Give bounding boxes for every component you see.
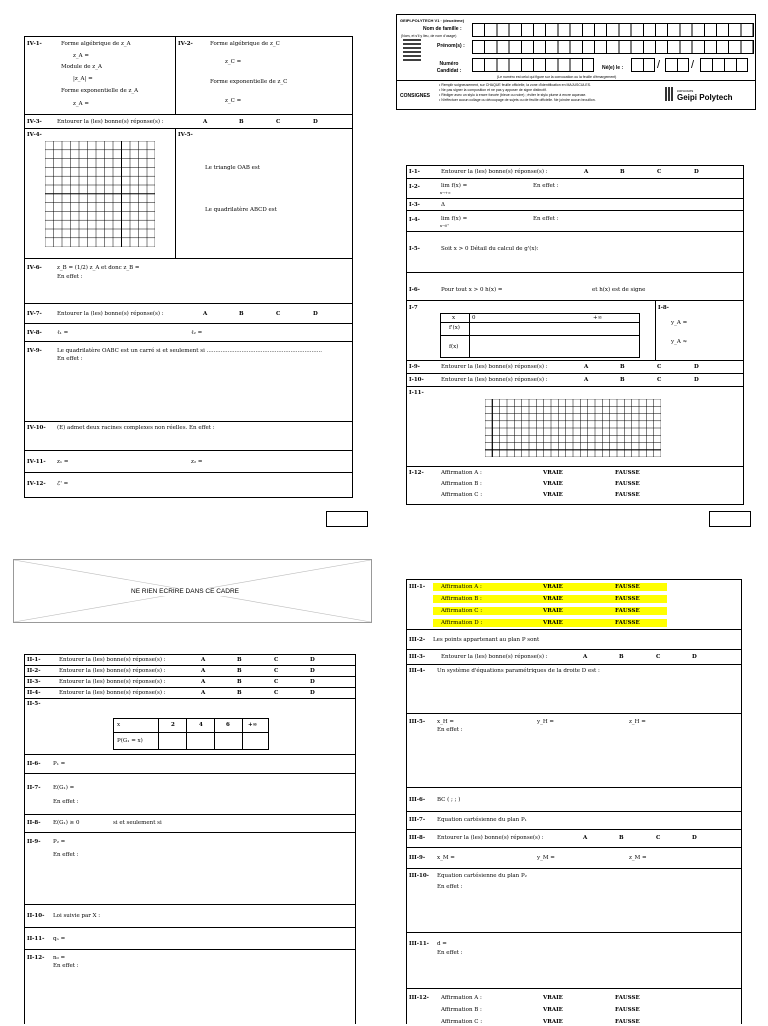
vraie-option[interactable]: VRAIE — [543, 1007, 563, 1013]
vraie-option[interactable]: VRAIE — [543, 608, 563, 614]
consigne-line: • Rédiger avec un stylo à encre foncée (bleue ou noire) ; éviter le stylo plume à encre aqueuse. — [439, 93, 587, 97]
q-iv1-answer-field[interactable]: z_A = — [73, 53, 89, 59]
prob-table-value: 6 — [226, 722, 230, 728]
q-iii10-effet: En effet : — [437, 884, 463, 890]
birthdate-day-boxes[interactable] — [631, 58, 655, 72]
q-iii5-effet: En effet : — [437, 727, 463, 733]
q-ii7-num: II-7- — [27, 785, 41, 791]
q-iv3-num: IV-3- — [27, 119, 42, 125]
birthdate-label: Né(e) le : — [602, 65, 624, 71]
choice-c[interactable]: C — [656, 835, 661, 841]
prob-table-value: 4 — [199, 722, 203, 728]
q-iv8-num: IV-8- — [27, 330, 42, 336]
choice-a[interactable]: A — [201, 690, 206, 696]
part-iii-panel — [406, 579, 742, 1024]
choice-d[interactable]: D — [310, 668, 315, 674]
q-iii7-field[interactable]: Equation cartésienne du plan P₁ — [437, 817, 527, 823]
part-i-panel — [406, 165, 744, 505]
q-ii10-field[interactable]: Loi suivie par X : — [53, 913, 101, 919]
q-ii8-text: E(G₁) ≥ 0 — [53, 820, 80, 826]
q-iv2-num: IV-2- — [178, 41, 193, 47]
q-iv10-num: IV-10- — [27, 425, 46, 431]
choice-c[interactable]: C — [657, 377, 662, 383]
geipi-logo-icon — [665, 87, 673, 101]
q-i10-text: Entourer la (les) bonne(s) réponse(s) : — [441, 377, 548, 383]
q-ii1-num: II-1- — [27, 657, 41, 663]
affirmation-label: Affirmation B : — [441, 481, 482, 487]
q-ii4-num: II-4- — [27, 690, 41, 696]
fausse-option[interactable]: FAUSSE — [615, 620, 640, 626]
affirmation-label: Affirmation C : — [441, 1019, 483, 1025]
q-iv2-answer-field[interactable]: z_C = — [225, 59, 242, 65]
affirmation-label: Affirmation D : — [441, 620, 483, 626]
prenom-boxes[interactable] — [472, 40, 754, 54]
choice-b[interactable]: B — [237, 690, 242, 696]
choice-c[interactable]: C — [657, 364, 662, 370]
prob-table-p: P(G₁ = x) — [117, 738, 143, 744]
vraie-option[interactable]: VRAIE — [543, 995, 563, 1001]
vraie-option[interactable]: VRAIE — [543, 470, 563, 476]
q-ii9-num: II-9- — [27, 839, 41, 845]
q-ii12-field[interactable]: n₀ = — [53, 955, 66, 961]
q-iv5-num: IV-5- — [178, 132, 193, 138]
q-ii10-num: II-10- — [27, 913, 45, 919]
choice-d[interactable]: D — [692, 835, 697, 841]
choice-b[interactable]: B — [237, 668, 242, 674]
q-iv2-answer-field[interactable]: z_C = — [225, 98, 242, 104]
q-iii7-num: III-7- — [409, 817, 426, 823]
brand-label: GEIPI-POLYTECH V1 · (deuxième) — [400, 18, 465, 23]
q-i9-text: Entourer la (les) bonne(s) réponse(s) : — [441, 364, 548, 370]
q-iv5-line2: Le quadrilatère ABCD est — [205, 207, 277, 213]
q-iv2-line: Forme exponentielle de z_C — [210, 79, 288, 85]
q-i4-effet: En effet : — [533, 216, 559, 222]
q-iv1-num: IV-1- — [27, 41, 42, 47]
q-i3-field[interactable]: Δ — [441, 202, 445, 208]
q-iv1-line: Forme exponentielle de z_A — [61, 88, 139, 94]
q-iii9-field-x[interactable]: x_M = — [437, 855, 455, 861]
q-i7-num: I-7 — [409, 305, 418, 311]
q-iv12-field[interactable]: ℰ' = — [57, 481, 69, 487]
consigne-line: • Remplir soigneusement, sur CHAQUE feuille officielle, la zone d'identification en MAJUSCULES. — [439, 83, 592, 87]
choice-d[interactable]: D — [694, 364, 699, 370]
q-i1-text: Entourer la (les) bonne(s) réponse(s) : — [441, 169, 548, 175]
q-iii5-num: III-5- — [409, 719, 426, 725]
q-ii6-num: II-6- — [27, 761, 41, 767]
q-iv12-num: IV-12- — [27, 481, 46, 487]
q-iii9-field-z[interactable]: z_M = — [629, 855, 647, 861]
nom-boxes[interactable] — [472, 23, 754, 37]
q-ii1-text: Entourer la (les) bonne(s) réponse(s) : — [59, 657, 166, 663]
vraie-option[interactable]: VRAIE — [543, 584, 563, 590]
logo-text: Geipi Polytech — [677, 93, 733, 102]
choice-d[interactable]: D — [310, 657, 315, 663]
variation-table[interactable] — [440, 313, 640, 358]
q-iv8-field-a[interactable]: ℓ₁ = — [57, 330, 69, 336]
consignes-label: CONSIGNES — [400, 93, 431, 99]
part-iv-panel — [24, 36, 353, 498]
choice-d[interactable]: D — [310, 690, 315, 696]
affirmation-label: Affirmation A : — [441, 470, 482, 476]
q-i2-num: I-2- — [409, 184, 420, 190]
complex-plane-grid[interactable] — [45, 141, 155, 247]
choice-a[interactable]: A — [583, 654, 588, 660]
fausse-option[interactable]: FAUSSE — [615, 596, 640, 602]
choice-b[interactable]: B — [239, 119, 244, 125]
q-ii6-field[interactable]: P₁ = — [53, 761, 66, 767]
choice-c[interactable]: C — [276, 119, 281, 125]
affirmation-label: Affirmation C : — [441, 608, 483, 614]
q-iv3-text: Entourer la (les) bonne(s) réponse(s) : — [57, 119, 164, 125]
choice-d[interactable]: D — [313, 311, 318, 317]
choice-c[interactable]: C — [657, 169, 662, 175]
identification-header — [396, 14, 756, 110]
q-iii3-text: Entourer la (les) bonne(s) réponse(s) : — [441, 654, 548, 660]
q-i5-field[interactable]: Soit x > 0 Détail du calcul de g'(x): — [441, 246, 539, 252]
q-i8-num: I-8- — [658, 305, 669, 311]
q-iii2-field[interactable]: Les points appartenant au plan P sont — [433, 637, 540, 643]
nom-sublabel: (Nom, et s'il y lieu, de nom d'usage) — [401, 34, 457, 38]
numero-boxes[interactable] — [472, 58, 594, 72]
numero-label: Numéro Candidat : — [436, 61, 462, 74]
q-iv6-num: IV-6- — [27, 265, 42, 271]
q-ii8-field[interactable]: si et seulement si — [113, 820, 162, 826]
q-iv6-line2: En effet : — [57, 274, 83, 280]
q-iv1-answer-field[interactable]: |z_A| = — [73, 76, 93, 82]
q-i8-field-b[interactable]: y_A ≈ — [671, 339, 688, 345]
q-iv9-num: IV-9- — [27, 348, 42, 354]
q-iii11-effet: En effet : — [437, 950, 463, 956]
choice-b[interactable]: B — [239, 311, 244, 317]
choice-b[interactable]: B — [620, 377, 625, 383]
var-table-inf: +∞ — [593, 315, 603, 321]
q-i3-num: I-3- — [409, 202, 420, 208]
q-ii11-num: II-11- — [27, 936, 45, 942]
q-iii11-num: III-11- — [409, 941, 429, 947]
fausse-option[interactable]: FAUSSE — [615, 608, 640, 614]
choice-a[interactable]: A — [203, 119, 208, 125]
choice-b[interactable]: B — [619, 654, 624, 660]
choice-a[interactable]: A — [201, 657, 206, 663]
choice-a[interactable]: A — [203, 311, 208, 317]
q-ii12-num: II-12- — [27, 955, 45, 961]
choice-b[interactable]: B — [620, 169, 625, 175]
vraie-option[interactable]: VRAIE — [543, 492, 563, 498]
prob-table-value: +∞ — [248, 722, 258, 728]
var-table-x: x — [452, 315, 456, 321]
birthdate-slash: / — [657, 59, 661, 71]
choice-b[interactable]: B — [620, 364, 625, 370]
q-iii4-field[interactable]: Un système d'équations paramétriques de la droite D est : — [437, 668, 600, 674]
numero-note: (Le numéro est celui qui figure sur la convocation ou la feuille d'émargement) — [497, 75, 617, 79]
q-i4-field[interactable]: lim f(x) = — [441, 216, 468, 222]
page-number-box — [709, 511, 751, 527]
prenom-label: Prénom(s) : — [437, 43, 465, 49]
q-i2-effet: En effet : — [533, 183, 559, 189]
q-iv1-line: Forme algébrique de z_A — [61, 41, 131, 47]
q-iv11-field-a[interactable]: z₁ = — [57, 459, 69, 465]
q-iii1-num: III-1- — [409, 584, 426, 590]
choice-a[interactable]: A — [584, 169, 589, 175]
q-ii2-num: II-2- — [27, 668, 41, 674]
q-iii6-field[interactable]: BC ( ; ; ) — [437, 797, 461, 803]
affirmation-label: Affirmation C : — [441, 492, 483, 498]
q-i12-num: I-12- — [409, 470, 424, 476]
choice-b[interactable]: B — [237, 657, 242, 663]
fausse-option[interactable]: FAUSSE — [615, 1007, 640, 1013]
q-iv9-line1[interactable]: Le quadrilatère OABC est un carré si et seulement si .................................................................. — [57, 348, 322, 354]
q-ii11-field[interactable]: qₙ = — [53, 936, 66, 942]
fausse-option[interactable]: FAUSSE — [615, 492, 640, 498]
page-number-box — [326, 511, 368, 527]
q-i4-num: I-4- — [409, 217, 420, 223]
q-iii3-num: III-3- — [409, 654, 426, 660]
choice-d[interactable]: D — [694, 377, 699, 383]
q-iii4-num: III-4- — [409, 668, 426, 674]
var-table-zero: 0 — [472, 315, 476, 321]
q-iii10-num: III-10- — [409, 873, 429, 879]
birthdate-month-boxes[interactable] — [665, 58, 689, 72]
q-iv11-num: IV-11- — [27, 459, 46, 465]
choice-d[interactable]: D — [310, 679, 315, 685]
vraie-option[interactable]: VRAIE — [543, 481, 563, 487]
q-iii9-field-y[interactable]: y_M = — [537, 855, 555, 861]
prob-table-value: 2 — [171, 722, 175, 728]
choice-d[interactable]: D — [313, 119, 318, 125]
fausse-option[interactable]: FAUSSE — [615, 995, 640, 1001]
q-ii4-text: Entourer la (les) bonne(s) réponse(s) : — [59, 690, 166, 696]
q-iii6-num: III-6- — [409, 797, 426, 803]
affirmation-label: Affirmation A : — [441, 584, 482, 590]
q-iv1-answer-field[interactable]: z_A = — [73, 101, 89, 107]
q-iii2-num: III-2- — [409, 637, 426, 643]
choice-a[interactable]: A — [201, 679, 206, 685]
choice-c[interactable]: C — [274, 679, 279, 685]
qr-code-icon — [403, 39, 421, 61]
q-iv7-text: Entourer la (les) bonne(s) réponse(s) : — [57, 311, 164, 317]
birthdate-year-boxes[interactable] — [700, 58, 748, 72]
q-i1-num: I-1- — [409, 169, 420, 175]
fausse-option[interactable]: FAUSSE — [615, 584, 640, 590]
q-i6-field-b[interactable]: et h(x) est de signe — [592, 287, 646, 293]
function-plot-grid[interactable] — [485, 399, 661, 457]
q-iv9-line2: En effet : — [57, 356, 83, 362]
choice-c[interactable]: C — [276, 311, 281, 317]
choice-c[interactable]: C — [274, 668, 279, 674]
nom-label: Nom de famille : — [423, 26, 462, 32]
vraie-option[interactable]: VRAIE — [543, 1019, 563, 1025]
q-ii5-num: II-5- — [27, 701, 41, 707]
q-ii12-effet: En effet : — [53, 963, 79, 969]
choice-c[interactable]: C — [274, 657, 279, 663]
q-i6-num: I-6- — [409, 287, 420, 293]
q-i6-field-a[interactable]: Pour tout x > 0 h(x) = — [441, 287, 503, 293]
q-iii11-field[interactable]: d = — [437, 941, 447, 947]
q-i8-field-a[interactable]: y_A = — [671, 320, 688, 326]
q-iv10-text[interactable]: (E) admet deux racines complexes non réelles. En effet : — [57, 425, 215, 431]
q-iii8-text: Entourer la (les) bonne(s) réponse(s) : — [437, 835, 544, 841]
fausse-option[interactable]: FAUSSE — [615, 1019, 640, 1025]
affirmation-label: Affirmation A : — [441, 995, 482, 1001]
choice-a[interactable]: A — [584, 364, 589, 370]
q-ii9-field[interactable]: P₂ = — [53, 839, 66, 845]
logo-small-text: concours — [677, 88, 694, 93]
var-table-fprime: f'(x) — [449, 325, 460, 331]
q-iii5-field-y[interactable]: y_H = — [537, 719, 555, 725]
q-iv1-line: Module de z_A — [61, 64, 102, 70]
fausse-option[interactable]: FAUSSE — [615, 470, 640, 476]
q-ii9-effet: En effet : — [53, 852, 79, 858]
choice-b[interactable]: B — [237, 679, 242, 685]
q-i10-num: I-10- — [409, 377, 424, 383]
choice-c[interactable]: C — [274, 690, 279, 696]
q-i2-field[interactable]: lim f(x) = — [441, 183, 468, 189]
choice-c[interactable]: C — [656, 654, 661, 660]
q-iii12-num: III-12- — [409, 995, 429, 1001]
q-ii2-text: Entourer la (les) bonne(s) réponse(s) : — [59, 668, 166, 674]
fausse-option[interactable]: FAUSSE — [615, 481, 640, 487]
q-iii10-field[interactable]: Equation cartésienne du plan P₂ — [437, 873, 527, 879]
q-iv2-line: Forme algébrique de z_C — [210, 41, 280, 47]
q-ii3-num: II-3- — [27, 679, 41, 685]
consigne-line: • Ne pas signer la composition et ne pas y apposer de signe distinctif. — [439, 88, 547, 92]
affirmation-label: Affirmation B : — [441, 596, 482, 602]
choice-d[interactable]: D — [694, 169, 699, 175]
do-not-write-label: NE RIEN ECRIRE DANS CE CADRE — [131, 588, 239, 595]
q-iv4-num: IV-4- — [27, 132, 42, 138]
probability-table[interactable] — [113, 718, 269, 750]
q-i5-num: I-5- — [409, 246, 420, 252]
q-iii9-num: III-9- — [409, 855, 426, 861]
q-ii7-effet: En effet : — [53, 799, 79, 805]
q-ii8-num: II-8- — [27, 820, 41, 826]
choice-b[interactable]: B — [619, 835, 624, 841]
part-ii-panel — [24, 654, 356, 1024]
q-i11-num: I-11- — [409, 390, 424, 396]
var-table-f: f(x) — [449, 344, 459, 350]
do-not-write-box — [13, 559, 372, 623]
consigne-line: • N'effectuer aucun collage ou découpage de sujets ou de feuille officielle. Ne joindre aucun brouillon. — [439, 98, 596, 102]
q-i2-limit-sub: x→+∞ — [440, 191, 451, 195]
choice-a[interactable]: A — [201, 668, 206, 674]
q-i9-num: I-9- — [409, 364, 420, 370]
choice-d[interactable]: D — [692, 654, 697, 660]
q-ii7-field[interactable]: E(G₁) = — [53, 785, 75, 791]
vraie-option[interactable]: VRAIE — [543, 620, 563, 626]
q-iv7-num: IV-7- — [27, 311, 42, 317]
q-iii5-field-x[interactable]: x_H = — [437, 719, 455, 725]
q-iii8-num: III-8- — [409, 835, 426, 841]
q-iii5-field-z[interactable]: z_H = — [629, 719, 646, 725]
q-i4-limit-sub: x→0⁺ — [440, 224, 449, 228]
affirmation-label: Affirmation B : — [441, 1007, 482, 1013]
q-iv6-line1[interactable]: z_B = (1/2) z_A et donc z_B = — [57, 265, 140, 271]
choice-a[interactable]: A — [583, 835, 588, 841]
vraie-option[interactable]: VRAIE — [543, 596, 563, 602]
birthdate-slash: / — [691, 59, 695, 71]
q-iv5-line1: Le triangle OAB est — [205, 165, 260, 171]
prob-table-x: x — [117, 722, 121, 728]
q-ii3-text: Entourer la (les) bonne(s) réponse(s) : — [59, 679, 166, 685]
q-iv8-field-b[interactable]: ℓ₂ = — [191, 330, 203, 336]
q-iv11-field-b[interactable]: z₂ = — [191, 459, 203, 465]
choice-a[interactable]: A — [584, 377, 589, 383]
